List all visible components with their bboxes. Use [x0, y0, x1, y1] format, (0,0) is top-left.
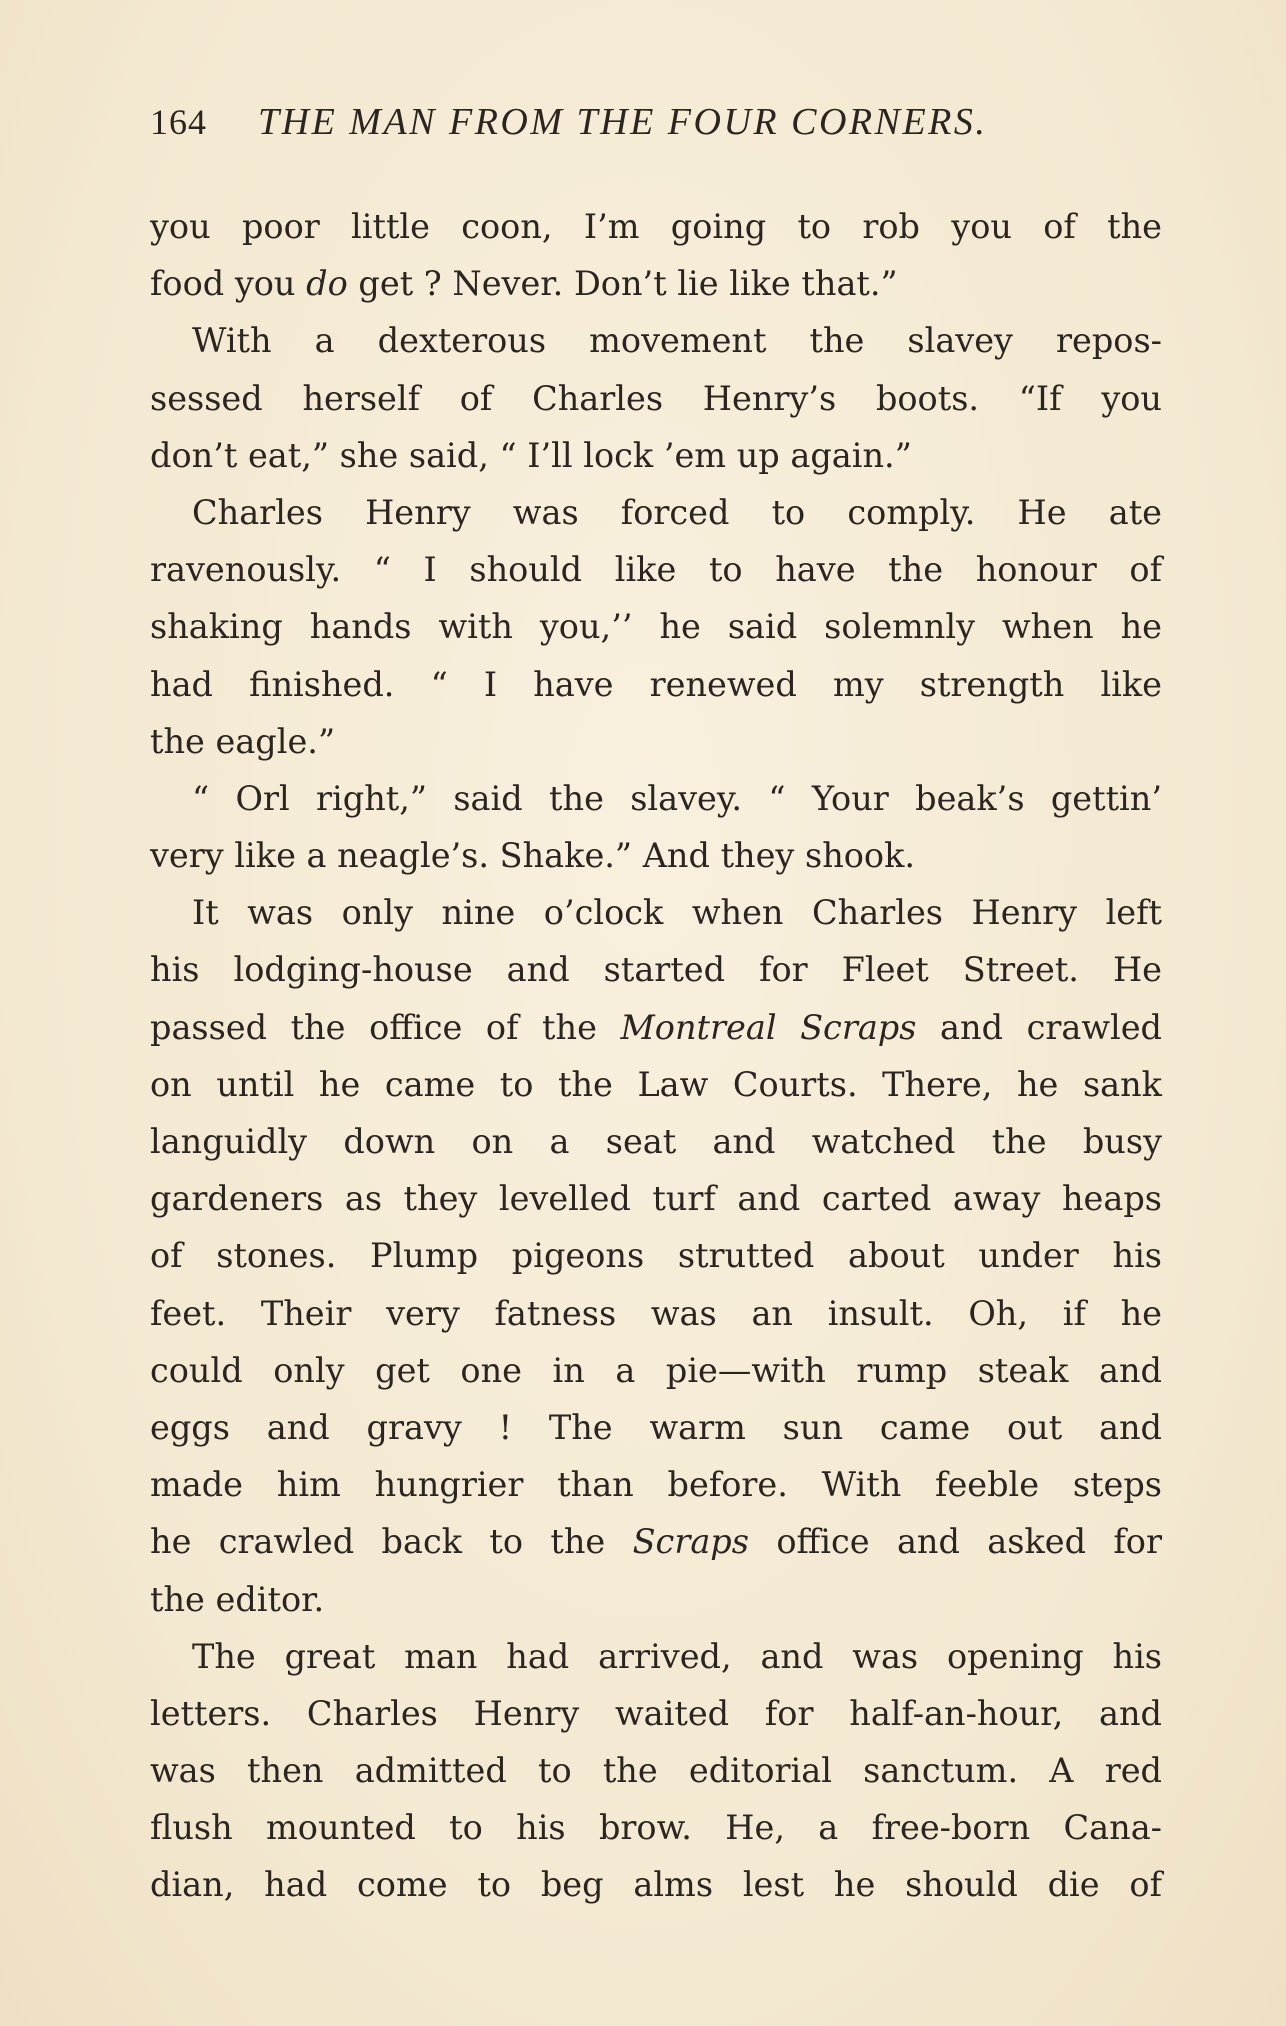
text-line: [150, 427, 1162, 484]
text-line: [150, 1513, 1162, 1570]
text-line: [150, 1571, 1162, 1628]
text-segment: you poor little coon, I’m going to rob you of the: [150, 207, 1162, 246]
text-line: [150, 656, 1162, 713]
page-header: [150, 100, 1150, 160]
text-line: [150, 312, 1162, 369]
text-segment: It was only nine o’clock when Charles Henry left: [192, 893, 1162, 933]
text-line: [150, 484, 1162, 541]
text-segment: sessed herself of Charles Henry’s boots. “If you: [150, 378, 1162, 418]
text-line: [150, 598, 1162, 655]
text-segment: With a dexterous movement the slavey repos-: [192, 321, 1162, 361]
text-line: [150, 999, 1162, 1056]
text-segment: he crawled back to the: [150, 1522, 633, 1562]
text-line: [150, 1799, 1162, 1856]
text-segment: languidly down on a seat and watched the busy: [150, 1122, 1162, 1161]
text-line: [150, 1113, 1162, 1170]
text-segment: was then admitted to the editorial sanctum. A red: [150, 1751, 1162, 1791]
text-segment: “ Orl right,” said the slavey. “ Your beak’s gettin’: [192, 778, 1162, 818]
text-line: [150, 541, 1162, 598]
text-segment: don’t eat,” she said, “ I’ll lock ’em up again.”: [150, 435, 912, 475]
text-segment: gardeners as they levelled turf and carted away heaps: [150, 1179, 1162, 1219]
text-segment: flush mounted to his brow. He, a free-born Cana-: [150, 1808, 1162, 1848]
text-line: [150, 198, 1162, 255]
text-line: [150, 941, 1162, 998]
text-line: [150, 770, 1162, 827]
text-segment: the eagle.”: [150, 721, 336, 761]
text-line: [150, 1227, 1162, 1284]
text-segment: and crawled: [916, 1007, 1162, 1047]
text-line: [150, 1170, 1162, 1227]
running-title: THE MAN FROM THE FOUR CORNERS.: [258, 101, 988, 143]
text-segment: Charles Henry was forced to comply. He ate: [192, 492, 1162, 532]
text-segment: had finished. “ I have renewed my strength like: [150, 664, 1162, 704]
text-line: [150, 1399, 1162, 1456]
text-segment: very like a neagle’s. Shake.” And they shook.: [150, 836, 916, 876]
text-segment: could only get one in a pie—with rump steak and: [150, 1350, 1162, 1390]
italic-text: Scraps: [632, 1522, 749, 1562]
italic-text: do: [306, 264, 348, 304]
text-line: [150, 255, 1162, 312]
text-segment: get ? Never. Don’t lie like that.”: [347, 264, 898, 304]
text-line: [150, 1056, 1162, 1113]
text-line: [150, 1456, 1162, 1513]
text-segment: shaking hands with you,’’ he said solemnly when he: [150, 607, 1162, 647]
text-segment: ravenously. “ I should like to have the honour of: [150, 550, 1162, 590]
text-segment: letters. Charles Henry waited for half-an-hour, and: [150, 1693, 1162, 1733]
text-segment: The great man had arrived, and was opening his: [192, 1636, 1162, 1676]
text-line: [150, 1342, 1162, 1399]
text-segment: passed the office of the: [150, 1007, 621, 1047]
text-segment: of stones. Plump pigeons strutted about under his: [150, 1236, 1162, 1276]
text-line: [150, 884, 1162, 941]
text-line: [150, 1285, 1162, 1342]
text-line: [150, 1856, 1162, 1913]
text-line: [150, 1628, 1162, 1685]
text-line: [150, 370, 1162, 427]
text-segment: feet. Their very fatness was an insult. Oh, if he: [150, 1293, 1162, 1333]
text-segment: office and asked for: [748, 1522, 1162, 1562]
text-segment: on until he came to the Law Courts. There, he sank: [150, 1064, 1162, 1104]
text-segment: dian, had come to beg alms lest he should die of: [150, 1865, 1162, 1905]
text-line: [150, 1685, 1162, 1742]
text-segment: his lodging-house and started for Fleet Street. He: [150, 950, 1162, 990]
italic-text: Montreal Scraps: [620, 1007, 917, 1047]
text-line: [150, 827, 1162, 884]
text-line: [150, 1742, 1162, 1799]
text-segment: the editor.: [150, 1579, 325, 1619]
body-text: [150, 198, 1162, 1914]
text-segment: eggs and gravy ! The warm sun came out and: [150, 1407, 1162, 1447]
text-line: [150, 713, 1162, 770]
text-segment: made him hungrier than before. With feeble steps: [150, 1465, 1162, 1505]
page-number: 164: [150, 102, 207, 142]
text-segment: food you: [150, 264, 307, 304]
